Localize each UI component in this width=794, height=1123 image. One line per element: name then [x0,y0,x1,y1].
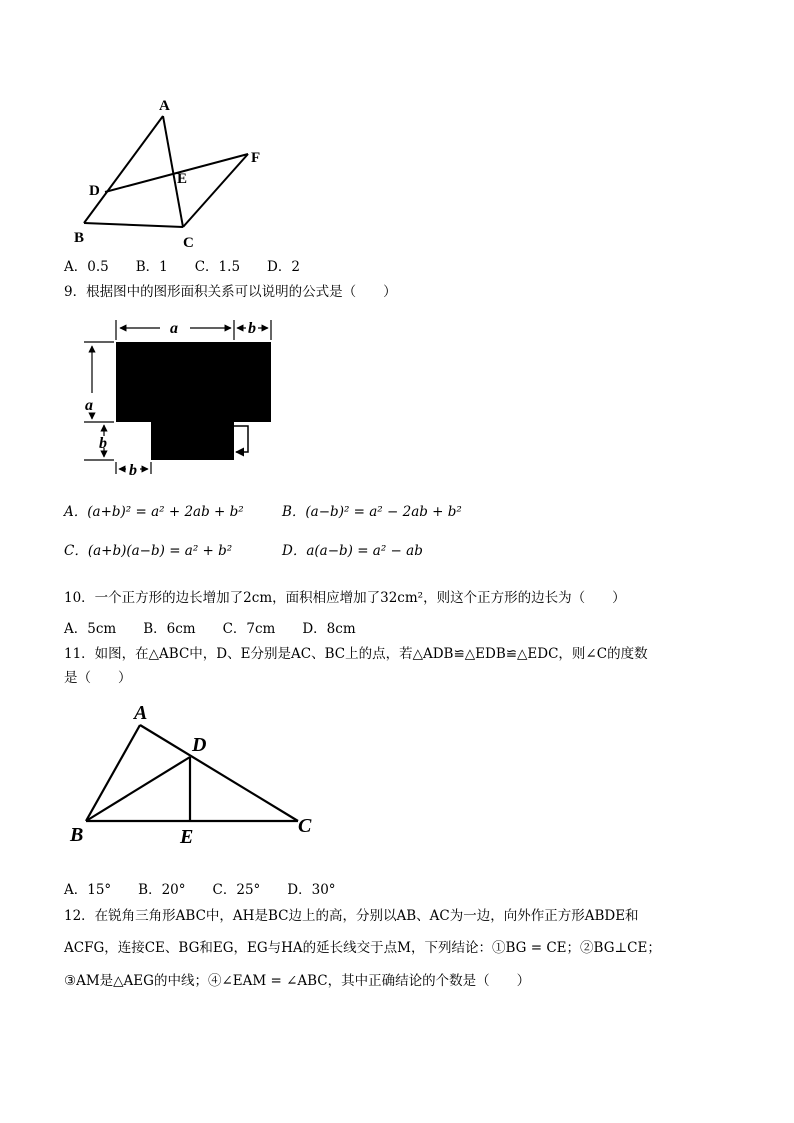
label-E: E [177,171,188,187]
q11-stem-line2: 是（ ） [64,670,132,686]
q9-figure [80,318,290,478]
label-C: C [298,815,312,837]
q8-figure [70,90,290,255]
label-E: E [180,826,194,848]
q9-stem: 9．根据图中的图形面积关系可以说明的公式是（ ） [64,284,397,300]
q9-option-b: B．(a−b)² = a² − 2ab + b² [282,504,462,520]
dim-b-bottom: b [129,462,137,478]
label-B: B [74,230,85,246]
label-D: D [192,734,207,756]
q10-options: A．5cm B．6cm C．7cm D．8cm [64,621,356,637]
label-C: C [183,235,194,251]
q12-line3: ③AM是△AEG的中线；④∠EAM = ∠ABC，其中正确结论的个数是（ ） [64,973,531,989]
dim-b-left: b [99,435,107,452]
q12-line2: ACFG，连接CE、BG和EG，EG与HA的延长线交于点M，下列结论：①BG = CE；②BG⊥CE； [64,940,661,956]
dim-b-top: b [248,320,256,337]
label-A: A [159,98,170,114]
label-B: B [70,824,84,846]
dim-a-top: a [170,320,178,337]
label-D: D [89,183,100,199]
q9-option-a: A．(a+b)² = a² + 2ab + b² [64,504,244,520]
q11-figure [66,697,326,857]
q10-stem: 10．一个正方形的边长增加了2cm，面积相应增加了32cm²，则这个正方形的边长为（ ） [64,590,626,606]
q12-line1: 12．在锐角三角形ABC中，AH是BC边上的高，分别以AB、AC为一边，向外作正方形ABDE和 [64,908,639,924]
q9-option-d: D．a(a−b) = a² − ab [282,543,423,559]
q11-stem-line1: 11．如图，在△ABC中，D、E分别是AC、BC上的点，若△ADB≌△EDB≌△EDC，则∠C的度数 [64,646,648,662]
dim-a-left: a [85,397,93,414]
q8-options: A．0.5 B．1 C．1.5 D．2 [64,259,300,275]
label-F: F [251,150,261,166]
label-A: A [134,702,148,724]
q11-options: A．15° B．20° C．25° D．30° [64,882,336,898]
q9-option-c: C．(a+b)(a−b) = a² + b² [64,543,233,559]
